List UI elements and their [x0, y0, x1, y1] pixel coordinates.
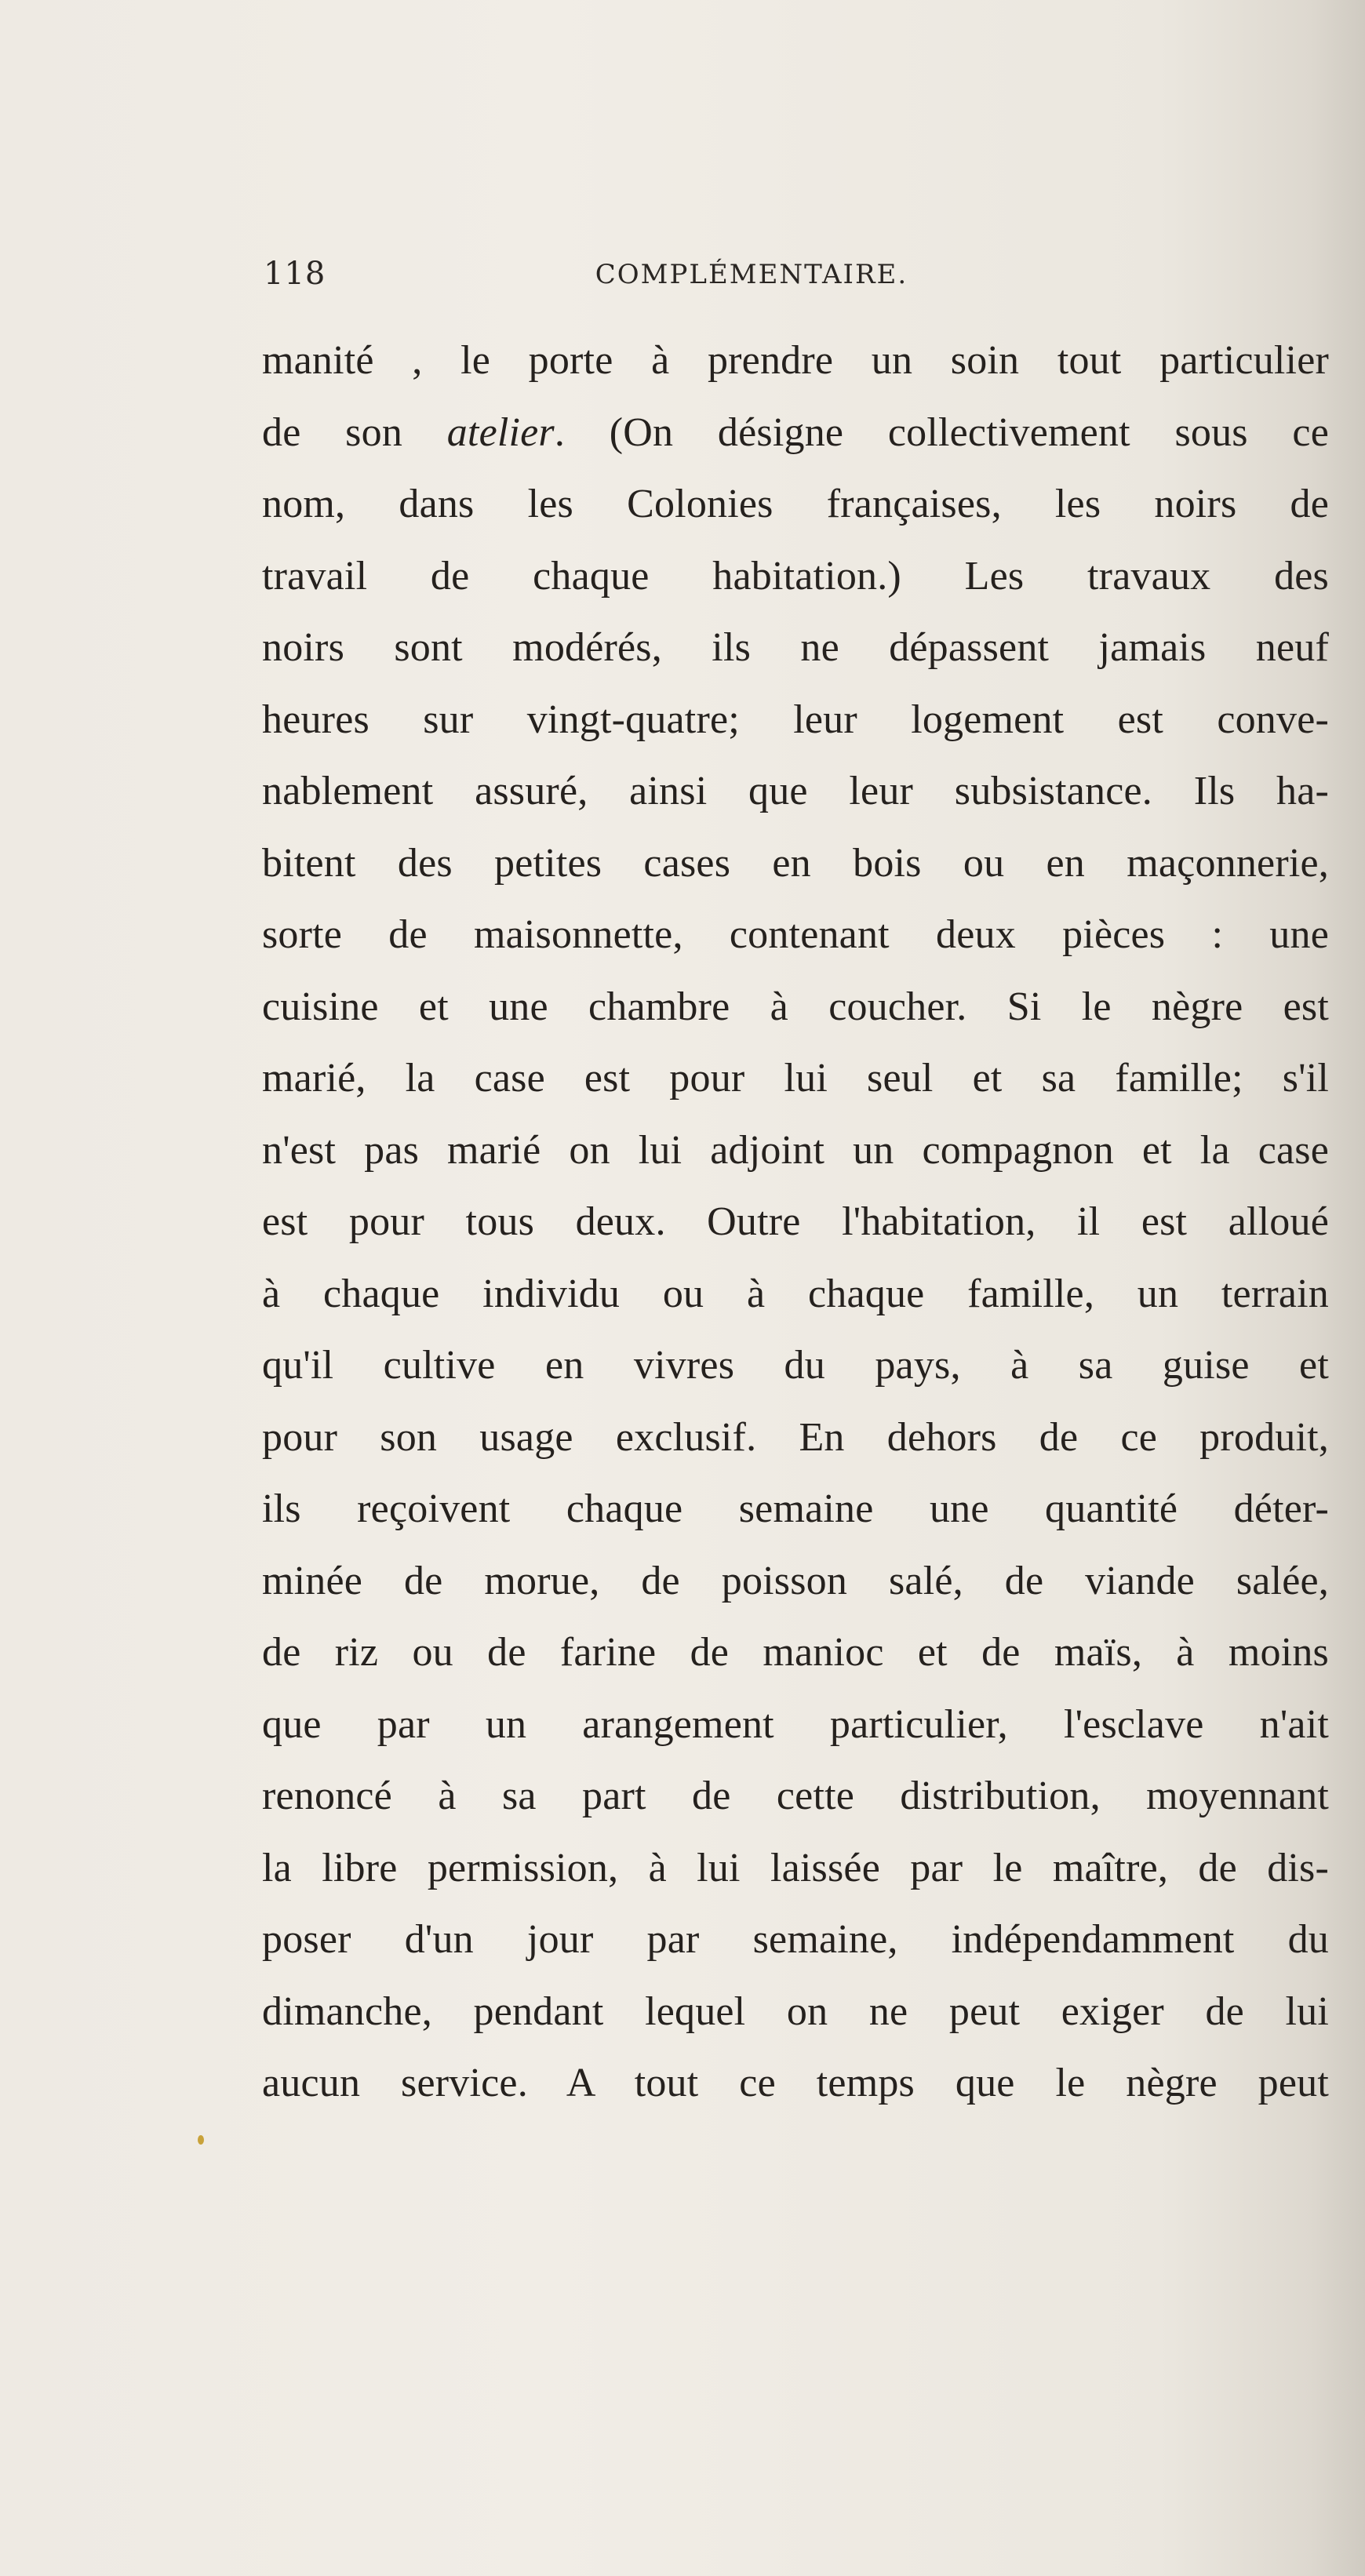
text-run: qu'il cultive en vivres du pays, à sa guise et — [262, 1343, 1329, 1388]
text-line — [262, 899, 1329, 971]
text-line — [262, 1545, 1329, 1617]
text-line — [262, 1186, 1329, 1258]
italic-run: atelier — [446, 409, 555, 455]
text-line — [262, 684, 1329, 756]
text-line — [262, 1832, 1329, 1905]
text-line — [262, 1258, 1329, 1330]
text-run: la libre permission, à lui laissée par le maître, de dis- — [262, 1845, 1329, 1890]
text-line — [262, 1617, 1329, 1689]
text-run: manité , le porte à prendre un soin tout particulier — [262, 338, 1329, 383]
text-run: sorte de maisonnette, contenant deux pièces : une — [262, 912, 1329, 957]
text-run: nablement assuré, ainsi que leur subsistance. Ils ha- — [262, 769, 1329, 813]
text-line — [262, 1760, 1329, 1832]
text-line — [262, 468, 1329, 540]
text-line — [262, 755, 1329, 828]
text-run: est pour tous deux. Outre l'habitation, il est alloué — [262, 1199, 1329, 1244]
text-line — [262, 1473, 1329, 1545]
text-run: dimanche, pendant lequel on ne peut exiger de lui — [262, 1988, 1329, 2034]
text-run: heures sur vingt-quatre; leur logement est conve- — [262, 697, 1329, 742]
text-run: ils reçoivent chaque semaine une quantité déter- — [262, 1486, 1329, 1531]
text-line — [262, 828, 1329, 900]
text-run: de son — [262, 409, 447, 455]
text-run: cuisine et une chambre à coucher. Si le nègre est — [262, 984, 1329, 1029]
text-run: bitent des petites cases en bois ou en maçonnerie, — [262, 840, 1329, 886]
body-text — [262, 325, 1329, 2119]
text-line — [262, 1904, 1329, 1976]
text-line — [262, 397, 1329, 469]
text-run: n'est pas marié on lui adjoint un compagnon et la case — [262, 1127, 1329, 1173]
text-run: marié, la case est pour lui seul et sa famille; s'il — [262, 1056, 1329, 1101]
text-run: noirs sont modérés, ils ne dépassent jamais neuf — [262, 625, 1329, 670]
text-run: que par un arangement particulier, l'esclave n'ait — [262, 1701, 1329, 1747]
ink-spot — [198, 2135, 204, 2145]
text-run: nom, dans les Colonies françaises, les noirs de — [262, 482, 1329, 526]
text-line — [262, 971, 1329, 1043]
page-number: 118 — [264, 256, 326, 292]
text-line — [262, 1402, 1329, 1474]
text-line — [262, 1330, 1329, 1402]
text-run: minée de morue, de poisson salé, de viande salée, — [262, 1558, 1329, 1603]
text-line — [262, 2047, 1329, 2119]
text-line — [262, 1042, 1329, 1115]
text-run: aucun service. A tout ce temps que le nègre peut — [262, 2061, 1329, 2105]
text-run: poser d'un jour par semaine, indépendamment du — [262, 1917, 1329, 1962]
text-run: de riz ou de farine de manioc et de maïs, à moins — [262, 1630, 1329, 1675]
text-run: travail de chaque habitation.) Les travaux des — [262, 553, 1329, 599]
text-line — [262, 612, 1329, 684]
text-run: pour son usage exclusif. En dehors de ce produit, — [262, 1414, 1329, 1460]
text-line — [262, 325, 1329, 397]
text-line — [262, 1115, 1329, 1187]
text-line — [262, 1976, 1329, 2048]
text-run: . (On désigne collectivement sous ce — [554, 409, 1329, 455]
text-line — [262, 540, 1329, 613]
page-header — [264, 256, 1326, 303]
text-run: renoncé à sa part de cette distribution, moyennant — [262, 1774, 1329, 1818]
text-line — [262, 1689, 1329, 1761]
running-head: COMPLÉMENTAIRE. — [595, 259, 908, 290]
text-run: à chaque individu ou à chaque famille, un terrain — [262, 1271, 1329, 1316]
